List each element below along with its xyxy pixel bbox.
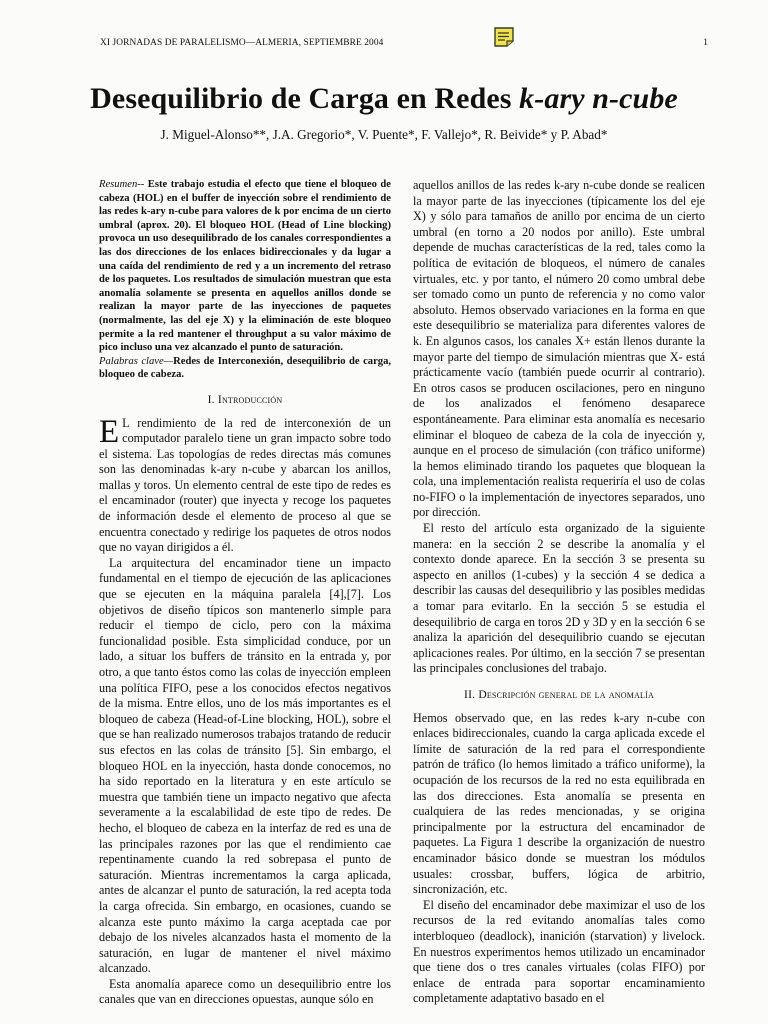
paragraph-text: Hemos observado que, en las redes k-ary n-cube con enlaces bidireccionales, cuando la carga aplicada excede el límite de saturación de la red para el correspondiente patrón de tráfico (lo hemos limitado a tráfico uniforme), la ocupación de los recursos de la red no esta equilibrada en las dos direcciones. Esta anomalía se presenta en cualquiera de las redes mencionadas, y se origina principalmente por la estructura del encaminador de paquetes. La Figura 1 describe la organización de nuestro encaminador básico donde se muestran los módulos usuales: crossbar, buffers, lógica de arbitrio, sincronización, etc. (413, 710, 705, 897)
section-heading-descripcion: II. Descripción general de la anomalía (464, 688, 654, 701)
paragraph-text: aquellos anillos de las redes k-ary n-cube donde se realicen la mayor parte de las inyecciones (típicamente los del eje X) y sólo para tamaños de anillo por encima de un cierto umbral (en torno a 20 nodos por anillo). Este umbral depende de muchas características de la red, tales como la política de evitación de bloqueos, el número de canales virtuales, etc. y por tanto, el número 20 como umbral debe ser tomado como un punto de referencia y no como valor absoluto. Hemos observado variaciones en la forma en que este desequilibrio se materializa para diferentes valores de k. En algunos casos, los canales X+ están llenos durante la mayor parte del tiempo de simulación mientras que X- está prácticamente vacío (también puede ocurrir al contrario). En otros casos se producen oscilaciones, pero en ninguno de los analizados el fenómeno desaparece espontáneamente. Para eliminar esta anomalía es necesario eliminar el bloqueo de cabeza de la cola de inyección y, aunque en el proceso de simulación (con tráfico uniforme) la hemos eliminado tirando los paquetes que bloquean la cola, una implementación realista requeriría el uso de colas no-FIFO o la implementación de inyectores separados, uno por dirección. (413, 178, 705, 520)
paragraph-text: El resto del artículo esta organizado de la siguiente manera: en la sección 2 se describe la anomalía y el contexto donde aparece. En la sección 3 se presenta su aspecto en anillos (1-cubes) y la sección 4 se dedica a describir las causas del desequilibrio y las posibles medidas a tomar para evitarlo. En la sección 5 se estudia el desequilibrio de carga en toros 2D y 3D y en la sección 6 se analiza la aparición del desequilibrio cuando se ejecutan aplicaciones reales. Por último, en la sección 7 se presentan las principales conclusiones del trabajo. (413, 521, 705, 676)
page-number: 1 (703, 38, 708, 48)
right-column (413, 178, 705, 1007)
keywords-label: Palabras clave— (99, 355, 174, 367)
abstract-label: Resumen-- (99, 179, 145, 190)
paragraph-text: La arquitectura del encaminador tiene un impacto fundamental en el tiempo de ejecución de las aplicaciones que se ejecuten en la máquina paralela [4],[7]. Los objetivos de diseño típicos son mantenerlo simple para reducir el tiempo de ciclo, pero con la máxima funcionalidad posible. Esta simplicidad conduce, por un lado, a situar los buffers de tránsito en la entrada y, por otro, a que tanto éstos como las colas de inyección empleen una política FIFO, pese a los conocidos efectos negativos de la misma. Entre ellos, uno de los más importantes es el bloqueo de cabeza (Head-of-Line blocking, HOL), sobre el que se han realizado numerosos trabajos tratando de reducir sus efectos en las colas de tránsito [5]. Sin embargo, el bloqueo HOL en la inyección, hasta donde conocemos, no ha sido reportado en la literatura y en este artículo se muestra que también tiene un impacto negativo que afecta severamente a la escalabilidad de este tipo de redes. De hecho, el bloqueo de cabeza en la interfaz de red es una de las principales razones por las que el rendimiento cae repentinamente cuando la red sobrepasa el punto de saturación. Mientras incrementamos la carga aplicada, antes de alcanzar el punto de saturación, la red acepta toda la carga ofrecida. Sin embargo, en ocasiones, cuando se alcanza este punto máximo la carga aceptada cae por debajo de los niveles alcanzados hasta el momento de la saturación, en lugar de mantener el nivel máximo alcanzado. (99, 555, 391, 976)
abstract (99, 178, 391, 382)
section-heading-introduccion: I. Introducción (207, 392, 283, 406)
left-column (99, 178, 391, 1008)
intro-paragraph (99, 413, 391, 556)
running-header-text: XI JORNADAS DE PARALELISMO—ALMERIA, SEPTIEMBRE 2004 (100, 38, 384, 48)
paragraph-text: L rendimiento de la red de interconexión de un computador paralelo tiene un gran impacto sobre todo el sistema. Las topologías de redes directas más comunes son las denominadas k-ary n-cube y abarcan los anillos, mallas y toros. Un elemento central de este tipo de redes es el encaminador (router) que inyecta y recoge los paquetes de información desde el elemento de proceso al que se encuentra conectado y redirige los paquetes de otros nodos que no vayan dirigidos a él. (99, 415, 391, 555)
keywords-text: Redes de Interconexión, desequilibrio de carga, bloqueo de cabeza. (99, 355, 392, 381)
author-list: J. Miguel-Alonso**, J.A. Gregorio*, V. Puente*, F. Vallejo*, R. Beivide* y P. Abad* (160, 127, 608, 142)
paragraph-text: El diseño del encaminador debe maximizar el uso de los recursos de la red evitando anomalías tales como interbloqueo (deadlock), inanición (starvation) y livelock. En nuestros experimentos hemos utilizado un encaminador que tiene dos o tres canales virtuales (colas FIFO) por enlace de entrada para soportar encaminamiento completamente adaptativo basado en el (413, 897, 705, 1006)
paragraph-text: Esta anomalía aparece como un desequilibrio entre los canales que van en direcciones opuestas, aunque sólo en (99, 976, 391, 1007)
title-italic: k-ary n-cube (519, 82, 678, 115)
title-main: Desequilibrio de Carga en Redes (90, 82, 520, 115)
running-header (100, 38, 708, 54)
abstract-text: Este trabajo estudia el efecto que tiene el bloqueo de cabeza (HOL) en el buffer de inyección sobre el rendimiento de las redes k-ary n-cube para valores de k por encima de un cierto umbral (aprox. 20). El bloqueo HOL (Head of Line blocking) provoca un uso desequilibrado de los canales correspondientes a las dos direcciones de los enlaces bidireccionales y da lugar a una caída del rendimiento de red y a un incremento del retraso de los paquetes. Los resultados de simulación muestran que esta anomalía solamente se presenta en aquellos anillos donde se realizan la mayor parte de las inyecciones de paquetes (normalmente, las del eje X) y la eliminación de este bloqueo permite a la red mantener el throughput a su valor máximo de pico incluso una vez alcanzado el punto de saturación. (99, 179, 391, 354)
sticky-note-icon[interactable] (493, 26, 515, 48)
paper-title (0, 82, 768, 116)
drop-cap: E (99, 413, 120, 450)
